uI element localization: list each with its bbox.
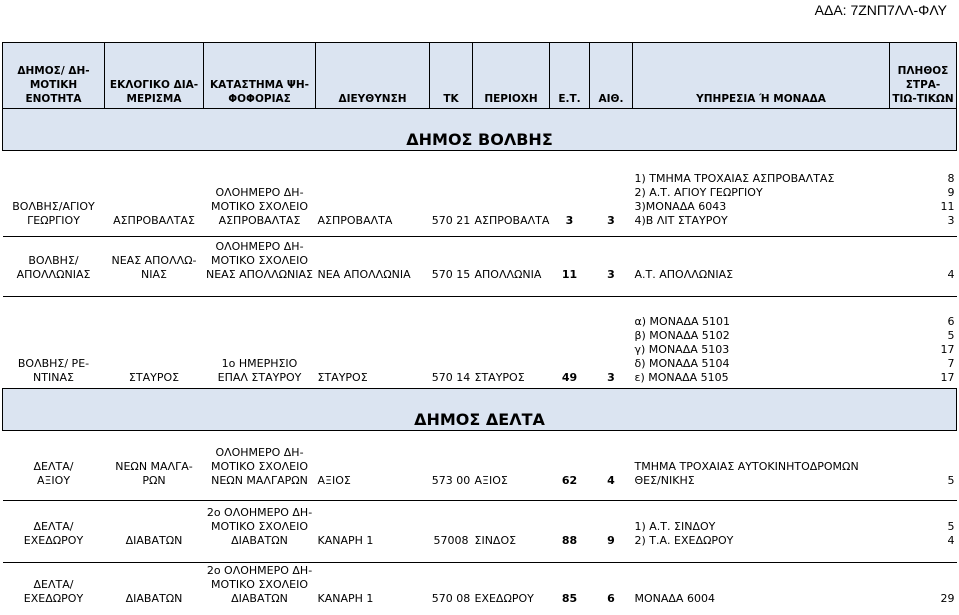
district-cell [105, 563, 204, 609]
et-cell: 85 [561, 591, 578, 605]
address-cell: ΚΑΝΑΡΗ 1 [317, 533, 374, 547]
service-cell [633, 151, 957, 231]
service-count: 29 [940, 591, 955, 605]
header-et: Ε.Τ. [550, 43, 590, 109]
cell-line: ΔΕΛΤΑ/ [33, 577, 74, 591]
service-line [635, 172, 955, 186]
table-row [3, 431, 957, 491]
service-count: 4 [947, 267, 955, 281]
header-row [3, 43, 957, 109]
cell-line: ΟΛΟΗΜΕΡΟ ΔΗ- [215, 239, 304, 253]
aith-cell: 4 [607, 473, 615, 487]
tk-cell: 570 08 [431, 591, 471, 605]
service-name: ΤΜΗΜΑ ΤΡΟΧΑΙΑΣ ΑΥΤΟΚΙΝΗΤΟΔΡΟΜΩΝ [634, 459, 859, 473]
aith-cell: 9 [607, 533, 615, 547]
service-line [635, 214, 955, 228]
cell-line: 2ο ΟΛΟΗΜΕΡΟ ΔΗ- [206, 563, 313, 577]
cell-line: ΕΧΕΔΩΡΟΥ [23, 533, 84, 547]
header-municipal-unit: ΔΗΜΟΣ/ ΔΗ- ΜΟΤΙΚΗ ΕΝΟΤΗΤΑ [3, 43, 105, 109]
service-line [635, 592, 955, 606]
cell-line: ΔΙΑΒΑΤΩΝ [125, 533, 183, 547]
cell-line: ΜΟΤΙΚΟ ΣΧΟΛΕΙΟ [210, 459, 308, 473]
service-cell [633, 563, 957, 609]
service-name: 1) ΤΜΗΜΑ ΤΡΟΧΑΙΑΣ ΑΣΠΡΟΒΑΛΤΑΣ [634, 171, 835, 185]
district-cell [105, 431, 204, 491]
address-cell: ΑΞΙΟΣ [317, 473, 351, 487]
cell-line: ΕΧΕΔΩΡΟΥ [23, 591, 84, 605]
service-count: 7 [947, 357, 955, 370]
cell-line: ΒΟΛΒΗΣ/ ΡΕ- [17, 357, 90, 370]
cell-line: 2ο ΟΛΟΗΜΕΡΟ ΔΗ- [206, 505, 313, 519]
service-line [635, 268, 955, 282]
cell-line: ΝΕΑΣ ΑΠΟΛΛΩ- [111, 253, 197, 267]
table-body [3, 43, 957, 609]
cell-line: ΜΟΤΙΚΟ ΣΧΟΛΕΙΟ [210, 519, 308, 533]
service-count: 9 [947, 185, 955, 199]
cell-line: ΔΙΑΒΑΤΩΝ [231, 533, 288, 547]
area-cell: ΑΠΟΛΛΩΝΙΑ [474, 267, 542, 281]
area-cell: ΣΙΝΔΟΣ [474, 533, 517, 547]
et-cell: 49 [561, 371, 578, 384]
tk-cell: 570 15 [431, 267, 471, 281]
header-polling-station: ΚΑΤΑΣΤΗΜΑ ΨΗ- ΦΟΦΟΡΙΑΣ [204, 43, 316, 109]
area-cell: ΕΧΕΔΩΡΟΥ [474, 591, 534, 605]
cell-line: ΔΙΑΒΑΤΩΝ [125, 591, 183, 605]
et-cell: 11 [561, 267, 578, 281]
cell-line: ΑΠΟΛΛΩΝΙΑΣ [16, 267, 91, 281]
unit-cell [3, 237, 105, 285]
cell-line: ΜΟΤΙΚΟ ΣΧΟΛΕΙΟ [210, 577, 308, 591]
service-name: ε) ΜΟΝΑΔΑ 5105 [634, 371, 729, 384]
service-line [635, 357, 955, 371]
cell-line: ΝΤΙΝΑΣ [33, 371, 74, 384]
row-separator [3, 285, 957, 297]
service-name: γ) ΜΟΝΑΔΑ 5103 [634, 343, 730, 356]
station-cell [204, 297, 316, 389]
cell-line: ΡΩΝ [142, 473, 166, 487]
cell-line: ΣΤΑΥΡΟΣ [128, 371, 180, 384]
address-cell: ΝΕΑ ΑΠΟΛΛΩΝΙΑ [317, 267, 411, 281]
tk-cell: 573 00 [431, 473, 471, 487]
service-count: 5 [947, 519, 955, 533]
district-cell [105, 297, 204, 389]
service-count: 3 [947, 213, 955, 227]
cell-line: ΝΙΑΣ [141, 267, 167, 281]
header-soldiers: ΠΛΗΘΟΣ ΣΤΡΑ- ΤΙΩ-ΤΙΚΩΝ [890, 43, 957, 109]
header-address: ΔΙΕΥΘΥΝΣΗ [316, 43, 430, 109]
cell-line: ΟΛΟΗΜΕΡΟ ΔΗ- [215, 185, 304, 199]
polling-stations-table [2, 42, 957, 609]
row-separator [3, 551, 957, 563]
service-cell [633, 501, 957, 551]
area-cell: ΑΣΠΡΟΒΑΛΤΑ [474, 213, 550, 227]
district-cell [105, 151, 204, 231]
cell-line: ΝΕΑΣ ΑΠΟΛΛΩΝΙΑΣ [205, 267, 313, 281]
et-cell: 88 [561, 533, 578, 547]
address-cell: ΚΑΝΑΡΗ 1 [317, 591, 374, 605]
cell-line: ΒΟΛΒΗΣ/ [28, 253, 79, 267]
service-name: α) ΜΟΝΑΔΑ 5101 [634, 315, 730, 328]
section-title: ΔΗΜΟΣ ΒΟΛΒΗΣ [3, 109, 957, 151]
cell-line: ΝΕΩΝ ΜΑΛΓΑ- [115, 459, 193, 473]
service-name: Α.Τ. ΑΠΟΛΛΩΝΙΑΣ [634, 267, 734, 281]
service-name: 4)Β ΛΙΤ ΣΤΑΥΡΟΥ [634, 213, 728, 227]
service-name: ΜΟΝΑΔΑ 6004 [634, 591, 715, 605]
service-count: 17 [940, 371, 955, 384]
header-service: ΥΠΗΡΕΣΙΑ Ή ΜΟΝΑΔΑ [633, 43, 890, 109]
cell-line: ΑΞΙΟΥ [36, 473, 71, 487]
table-row [3, 237, 957, 285]
service-line [635, 520, 955, 534]
station-cell [204, 431, 316, 491]
service-count: 5 [947, 329, 955, 342]
service-name: β) ΜΟΝΑΔΑ 5102 [634, 329, 730, 342]
service-count: 17 [940, 343, 955, 356]
table-row [3, 297, 957, 389]
service-line [635, 343, 955, 357]
unit-cell [3, 151, 105, 231]
service-line [635, 200, 955, 214]
aith-cell: 3 [607, 371, 615, 384]
cell-line: ΑΣΠΡΟΒΑΛΤΑΣ [113, 213, 195, 227]
service-count: 11 [940, 199, 955, 213]
cell-line: ΒΟΛΒΗΣ/ΑΓΙΟΥ [12, 199, 95, 213]
cell-line: ΑΣΠΡΟΒΑΛΤΑΣ [218, 213, 301, 227]
cell-line: ΜΟΤΙΚΟ ΣΧΟΛΕΙΟ [210, 253, 308, 267]
ada-code: ΑΔΑ: 7ΖΝΠ7ΛΛ-ΦΛΥ [814, 2, 947, 18]
address-cell: ΑΣΠΡΟΒΑΛΤΑ [317, 213, 393, 227]
service-line [635, 474, 955, 488]
service-line [635, 186, 955, 200]
address-cell: ΣΤΑΥΡΟΣ [317, 371, 368, 384]
unit-cell [3, 563, 105, 609]
cell-line: ΝΕΩΝ ΜΑΛΓΑΡΩΝ [211, 473, 308, 487]
header-aith: ΑΙΘ. [590, 43, 633, 109]
service-name: 2) Τ.Α. ΕΧΕΔΩΡΟΥ [634, 533, 734, 547]
station-cell [204, 151, 316, 231]
cell-line: ΔΙΑΒΑΤΩΝ [231, 591, 288, 605]
aith-cell: 3 [607, 213, 615, 227]
service-cell [633, 237, 957, 285]
section-row [3, 389, 957, 431]
table-row [3, 563, 957, 609]
tk-cell: 570 21 [431, 213, 471, 227]
service-name: 1) Α.Τ. ΣΙΝΔΟΥ [634, 519, 716, 533]
service-line [635, 371, 955, 385]
service-count: 6 [947, 315, 955, 328]
cell-line: ΔΕΛΤΑ/ [33, 519, 74, 533]
unit-cell [3, 501, 105, 551]
header-area: ΠΕΡΙΟΧΗ [473, 43, 550, 109]
header-electoral-district: ΕΚΛΟΓΙΚΟ ΔΙΑ- ΜΕΡΙΣΜΑ [105, 43, 204, 109]
service-count: 8 [947, 171, 955, 185]
table-row [3, 501, 957, 551]
tk-cell: 570 14 [431, 371, 471, 384]
cell-line: ΟΛΟΗΜΕΡΟ ΔΗ- [215, 445, 304, 459]
et-cell: 62 [561, 473, 578, 487]
service-line [635, 534, 955, 548]
service-name: δ) ΜΟΝΑΔΑ 5104 [634, 357, 730, 370]
tk-cell: 57008 [433, 533, 469, 547]
service-name: 3)ΜΟΝΑΔΑ 6043 [634, 199, 727, 213]
header-tk: ΤΚ [430, 43, 473, 109]
unit-cell [3, 431, 105, 491]
service-line [635, 460, 955, 474]
et-cell: 3 [565, 213, 574, 227]
service-line [635, 315, 955, 329]
service-cell [633, 431, 957, 491]
aith-cell: 3 [607, 267, 615, 281]
cell-line: ΕΠΑΛ ΣΤΑΥΡΟΥ [217, 371, 302, 384]
section-title: ΔΗΜΟΣ ΔΕΛΤΑ [3, 389, 957, 431]
service-name: 2) Α.Τ. ΑΓΙΟΥ ΓΕΩΡΓΙΟΥ [634, 185, 763, 199]
cell-line: ΔΕΛΤΑ/ [33, 459, 74, 473]
district-cell [105, 237, 204, 285]
unit-cell [3, 297, 105, 389]
service-count: 4 [947, 533, 955, 547]
station-cell [204, 501, 316, 551]
table-row [3, 151, 957, 231]
service-line [635, 329, 955, 343]
area-cell: ΑΞΙΟΣ [474, 473, 508, 487]
cell-line: ΓΕΩΡΓΙΟΥ [27, 213, 80, 227]
station-cell [204, 237, 316, 285]
cell-line: 1ο ΗΜΕΡΗΣΙΟ [221, 357, 298, 370]
aith-cell: 6 [607, 591, 615, 605]
section-row [3, 109, 957, 151]
row-separator [3, 491, 957, 501]
service-cell [633, 297, 957, 389]
district-cell [105, 501, 204, 551]
station-cell [204, 563, 316, 609]
cell-line: ΜΟΤΙΚΟ ΣΧΟΛΕΙΟ [210, 199, 308, 213]
service-count: 5 [947, 473, 955, 487]
service-name: ΘΕΣ/ΝΙΚΗΣ [634, 473, 695, 487]
area-cell: ΣΤΑΥΡΟΣ [474, 371, 525, 384]
